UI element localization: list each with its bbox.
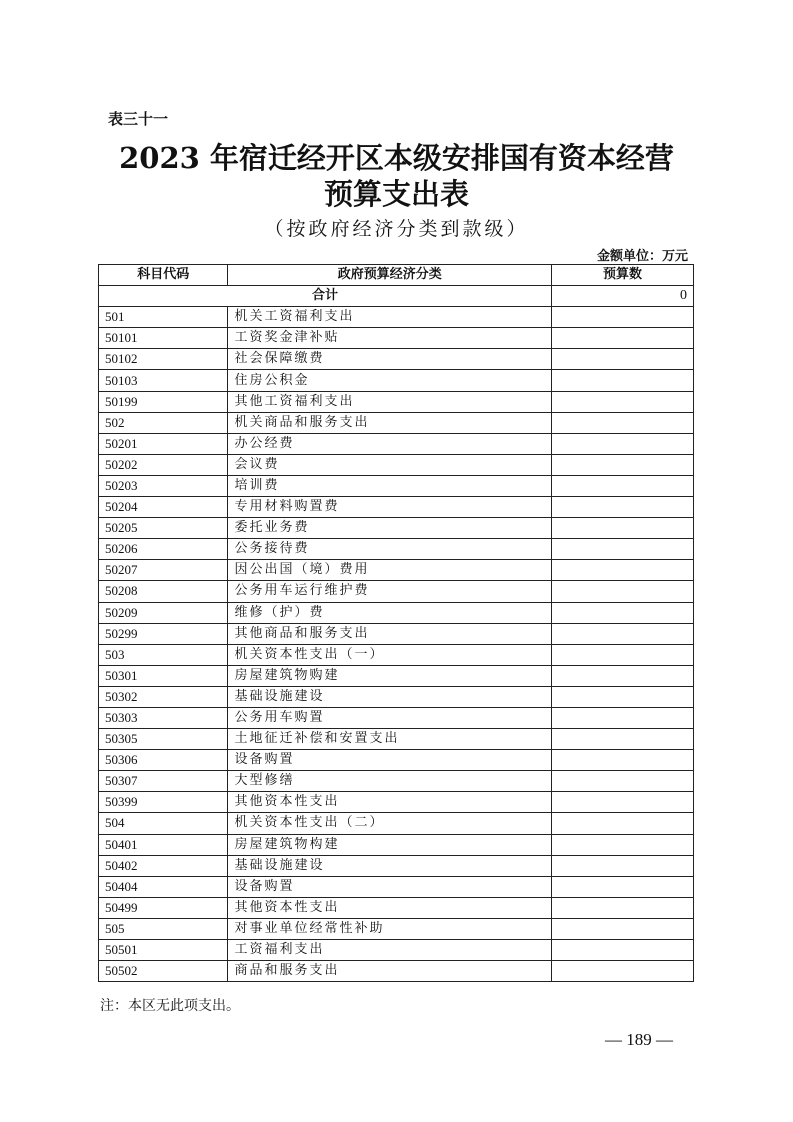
row-code: 50199 xyxy=(99,391,228,412)
table-row xyxy=(99,813,694,834)
row-amount xyxy=(552,665,694,686)
table-row xyxy=(99,771,694,792)
total-row xyxy=(99,286,694,307)
row-code: 50202 xyxy=(99,454,228,475)
row-amount xyxy=(552,391,694,412)
table-row xyxy=(99,602,694,623)
row-category: 其他商品和服务支出 xyxy=(228,623,552,644)
row-code: 50208 xyxy=(99,581,228,602)
row-code: 50306 xyxy=(99,750,228,771)
row-category: 培训费 xyxy=(228,475,552,496)
row-code: 50204 xyxy=(99,497,228,518)
row-amount xyxy=(552,560,694,581)
row-category: 其他工资福利支出 xyxy=(228,391,552,412)
row-category: 委托业务费 xyxy=(228,518,552,539)
row-amount xyxy=(552,623,694,644)
row-amount xyxy=(552,876,694,897)
row-code: 50399 xyxy=(99,792,228,813)
row-amount xyxy=(552,961,694,982)
table-row xyxy=(99,729,694,750)
row-code: 50201 xyxy=(99,433,228,454)
row-category: 基础设施建设 xyxy=(228,686,552,707)
row-code: 50103 xyxy=(99,370,228,391)
table-row xyxy=(99,792,694,813)
row-category: 公务接待费 xyxy=(228,539,552,560)
title-line-1: 2023 年宿迁经开区本级安排国有资本经营 xyxy=(119,141,674,175)
row-code: 50502 xyxy=(99,961,228,982)
row-code: 505 xyxy=(99,918,228,939)
row-code: 50206 xyxy=(99,539,228,560)
table-row xyxy=(99,412,694,433)
row-amount xyxy=(552,328,694,349)
row-amount xyxy=(552,834,694,855)
row-code: 502 xyxy=(99,412,228,433)
row-code: 50499 xyxy=(99,897,228,918)
row-category: 设备购置 xyxy=(228,876,552,897)
column-header-category: 政府预算经济分类 xyxy=(228,265,552,286)
row-category: 机关商品和服务支出 xyxy=(228,412,552,433)
row-amount xyxy=(552,518,694,539)
table-header-row xyxy=(99,265,694,286)
row-category: 工资奖金津补贴 xyxy=(228,328,552,349)
row-code: 50205 xyxy=(99,518,228,539)
row-category: 公务用车购置 xyxy=(228,707,552,728)
row-category: 机关工资福利支出 xyxy=(228,307,552,328)
budget-table xyxy=(98,264,694,982)
row-code: 50401 xyxy=(99,834,228,855)
table-row xyxy=(99,623,694,644)
table-row xyxy=(99,961,694,982)
row-amount xyxy=(552,855,694,876)
row-amount xyxy=(552,581,694,602)
row-category: 其他资本性支出 xyxy=(228,897,552,918)
table-row xyxy=(99,686,694,707)
row-category: 工资福利支出 xyxy=(228,940,552,961)
row-code: 50402 xyxy=(99,855,228,876)
row-amount xyxy=(552,307,694,328)
column-header-code: 科目代码 xyxy=(99,265,228,286)
row-amount xyxy=(552,729,694,750)
row-code: 50307 xyxy=(99,771,228,792)
table-row xyxy=(99,876,694,897)
row-code: 50404 xyxy=(99,876,228,897)
row-amount xyxy=(552,750,694,771)
title-line-2: 预算支出表 xyxy=(323,177,469,211)
row-amount xyxy=(552,792,694,813)
column-header-amount: 预算数 xyxy=(552,265,694,286)
row-category: 社会保障缴费 xyxy=(228,349,552,370)
subtitle: （按政府经济分类到款级） xyxy=(264,218,529,240)
row-category: 维修（护）费 xyxy=(228,602,552,623)
row-code: 50207 xyxy=(99,560,228,581)
table-row xyxy=(99,750,694,771)
row-code: 50303 xyxy=(99,707,228,728)
footnote: 注：本区无此项支出。 xyxy=(100,998,240,1014)
row-amount xyxy=(552,412,694,433)
row-category: 机关资本性支出（二） xyxy=(228,813,552,834)
row-code: 504 xyxy=(99,813,228,834)
page-number: — 189 — xyxy=(605,1030,673,1049)
row-amount xyxy=(552,897,694,918)
row-category: 商品和服务支出 xyxy=(228,961,552,982)
row-amount xyxy=(552,602,694,623)
table-row xyxy=(99,855,694,876)
table-row xyxy=(99,581,694,602)
table-row xyxy=(99,497,694,518)
table-row xyxy=(99,940,694,961)
table-row xyxy=(99,560,694,581)
table-row xyxy=(99,307,694,328)
row-amount xyxy=(552,940,694,961)
row-code: 50302 xyxy=(99,686,228,707)
row-category: 大型修缮 xyxy=(228,771,552,792)
table-row xyxy=(99,707,694,728)
row-category: 公务用车运行维护费 xyxy=(228,581,552,602)
row-category: 机关资本性支出（一） xyxy=(228,644,552,665)
row-category: 房屋建筑物购建 xyxy=(228,665,552,686)
row-category: 因公出国（境）费用 xyxy=(228,560,552,581)
table-row xyxy=(99,644,694,665)
row-amount xyxy=(552,813,694,834)
row-amount xyxy=(552,539,694,560)
row-code: 50203 xyxy=(99,475,228,496)
row-amount xyxy=(552,771,694,792)
row-category: 会议费 xyxy=(228,454,552,475)
row-amount xyxy=(552,454,694,475)
table-row xyxy=(99,518,694,539)
row-amount xyxy=(552,918,694,939)
total-value: 0 xyxy=(552,286,694,307)
row-code: 50209 xyxy=(99,602,228,623)
row-category: 对事业单位经常性补助 xyxy=(228,918,552,939)
amount-unit: 金额单位：万元 xyxy=(596,249,688,264)
row-code: 503 xyxy=(99,644,228,665)
table-row xyxy=(99,328,694,349)
row-category: 设备购置 xyxy=(228,750,552,771)
row-category: 专用材料购置费 xyxy=(228,497,552,518)
row-code: 501 xyxy=(99,307,228,328)
row-amount xyxy=(552,433,694,454)
table-number: 表三十一 xyxy=(108,110,169,128)
row-amount xyxy=(552,707,694,728)
row-category: 其他资本性支出 xyxy=(228,792,552,813)
row-code: 50102 xyxy=(99,349,228,370)
row-code: 50299 xyxy=(99,623,228,644)
row-code: 50305 xyxy=(99,729,228,750)
table-row xyxy=(99,349,694,370)
table-row xyxy=(99,539,694,560)
row-amount xyxy=(552,644,694,665)
row-amount xyxy=(552,475,694,496)
row-category: 房屋建筑物构建 xyxy=(228,834,552,855)
row-code: 50501 xyxy=(99,940,228,961)
row-category: 办公经费 xyxy=(228,433,552,454)
table-row xyxy=(99,918,694,939)
table-row xyxy=(99,454,694,475)
row-code: 50301 xyxy=(99,665,228,686)
table-row xyxy=(99,475,694,496)
row-category: 土地征迁补偿和安置支出 xyxy=(228,729,552,750)
row-category: 基础设施建设 xyxy=(228,855,552,876)
row-code: 50101 xyxy=(99,328,228,349)
row-category: 住房公积金 xyxy=(228,370,552,391)
row-amount xyxy=(552,497,694,518)
table-row xyxy=(99,897,694,918)
table-row xyxy=(99,433,694,454)
row-amount xyxy=(552,349,694,370)
table-row xyxy=(99,834,694,855)
table-row xyxy=(99,370,694,391)
total-label: 合计 xyxy=(99,286,552,307)
row-amount xyxy=(552,686,694,707)
table-row xyxy=(99,665,694,686)
row-amount xyxy=(552,370,694,391)
table-row xyxy=(99,391,694,412)
